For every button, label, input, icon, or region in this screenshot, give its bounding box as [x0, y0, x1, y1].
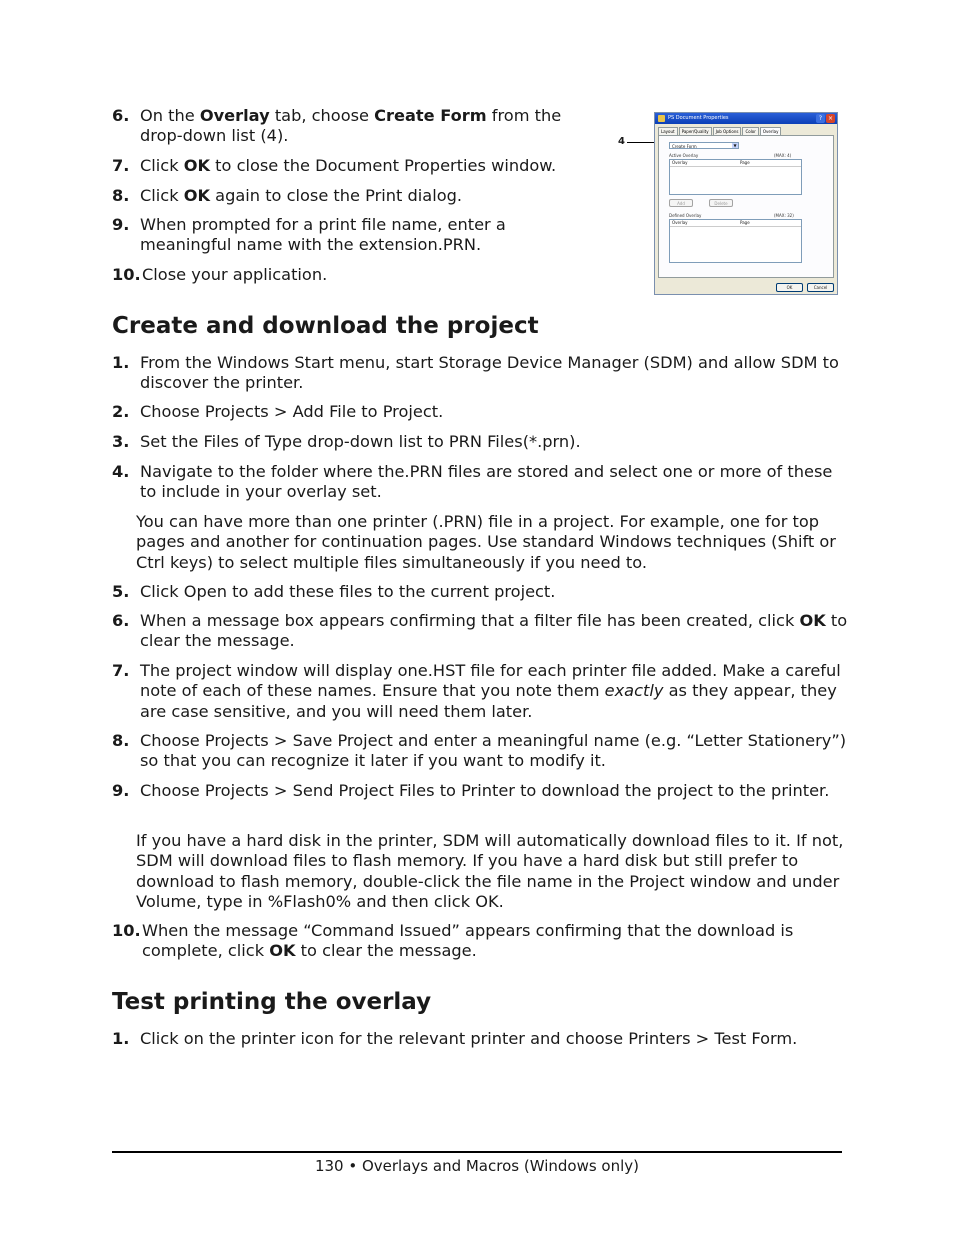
ok-button[interactable]: OK — [776, 283, 803, 292]
step-number: 3. — [112, 432, 130, 451]
col-overlay: Overlay — [672, 160, 688, 165]
s1-step-10 — [112, 921, 852, 962]
active-overlay-label: Active Overlay — [669, 153, 699, 158]
step-number: 8. — [112, 186, 130, 205]
step-text: Choose Projects > Add File to Project. — [140, 402, 444, 421]
overlay-mode-select[interactable] — [669, 142, 739, 149]
step-number: 7. — [112, 661, 130, 680]
step-number: 10. — [112, 265, 141, 284]
section-heading-test-printing: Test printing the overlay — [112, 989, 432, 1015]
step-text: to clear the message. — [295, 941, 477, 961]
step-number: 2. — [112, 402, 130, 421]
active-overlay-max: (MAX: 4) — [774, 153, 792, 158]
step-text: Click — [140, 156, 184, 175]
s1-step-8 — [112, 731, 852, 772]
step-text: The project window will display one.HST file for each printer file added. Make a careful note of each of these names. Ensure that you note them — [140, 661, 841, 701]
step-text: Click on the printer icon for the relevant printer and choose Printers > Test Form. — [140, 1029, 798, 1048]
step-text: from the drop-down list (4). — [140, 106, 562, 146]
step-text: On the — [140, 106, 200, 125]
overlay-panel — [658, 135, 834, 278]
step-number: 6. — [112, 106, 130, 125]
bold-term: Overlay — [199, 106, 270, 125]
cancel-button[interactable]: Cancel — [807, 283, 834, 292]
close-icon[interactable]: × — [827, 115, 834, 122]
delete-button[interactable]: Delete — [709, 199, 733, 207]
step-number: 1. — [112, 353, 130, 372]
callout-number: 4 — [618, 136, 625, 147]
step-8-ok — [112, 186, 602, 206]
defined-overlay-max: (MAX: 32) — [774, 213, 794, 218]
s1-step-1 — [112, 353, 852, 394]
step-text: tab, choose — [269, 106, 375, 125]
step-text: as they appear, they are case sensitive, and you will need them later. — [140, 681, 837, 721]
note-multiple-files: You can have more than one printer (.PRN) file in a project. For example, one for top pages and another for continuation pages. Use standard Windows techniques (Shift or Ctrl keys) to select multiple files simultaneously if you need to. — [136, 512, 836, 572]
tab-layout[interactable]: Layout — [658, 127, 678, 136]
s1-step-3 — [112, 432, 852, 452]
step-9-filename — [112, 215, 542, 256]
col-overlay: Overlay — [672, 220, 688, 225]
step-number: 8. — [112, 731, 130, 750]
s1-step-2 — [112, 402, 852, 422]
dialog-titlebar — [655, 113, 837, 124]
step-text: When the message “Command Issued” appears confirming that the download is complete, click — [142, 921, 794, 961]
tab-color[interactable]: Color — [742, 127, 758, 136]
dialog-title: PS Document Properties — [668, 115, 729, 121]
bold-term: Create Form — [374, 106, 487, 125]
step-10-close — [112, 265, 602, 285]
footer-rule — [112, 1151, 842, 1153]
step-number: 7. — [112, 156, 130, 175]
s1-step-4 — [112, 462, 852, 503]
step-text: Choose Projects > Save Project and enter a meaningful name (e.g. “Letter Stationery”) so that you can recognize it later if you want to modify it. — [140, 731, 847, 771]
step-text: to close the Document Properties window. — [210, 156, 557, 175]
add-button[interactable]: Add — [669, 199, 693, 207]
col-page: Page — [740, 160, 750, 165]
page-footer: 130 • Overlays and Macros (Windows only) — [314, 1157, 640, 1175]
step-text: When prompted for a print file name, enter a meaningful name with the extension.PRN. — [140, 215, 506, 255]
step-text: When a message box appears confirming that a filter file has been created, click — [140, 611, 800, 630]
select-value: Create Form — [672, 144, 697, 149]
s1-step-9 — [112, 781, 852, 801]
step-number: 10. — [112, 921, 141, 940]
step-text: Close your application. — [142, 265, 328, 284]
step-number: 6. — [112, 611, 130, 630]
tab-job-options[interactable]: Job Options — [713, 127, 742, 136]
document-properties-dialog — [654, 112, 838, 295]
step-text: From the Windows Start menu, start Storage Device Manager (SDM) and allow SDM to discover the printer. — [140, 353, 839, 393]
printer-icon — [658, 115, 665, 122]
step-number: 9. — [112, 781, 130, 800]
bold-term: OK — [269, 941, 296, 961]
bold-term: OK — [799, 611, 826, 630]
active-overlay-list[interactable] — [669, 159, 802, 195]
step-number: 9. — [112, 215, 130, 234]
bold-term: OK — [183, 156, 211, 175]
tab-overlay[interactable]: Overlay — [760, 127, 782, 136]
step-6-overlay — [112, 106, 602, 147]
s1-step-5 — [112, 582, 852, 602]
bold-term: OK — [183, 186, 211, 205]
italic-term: exactly — [604, 681, 664, 701]
defined-overlay-list[interactable] — [669, 219, 802, 263]
s2-step-1 — [112, 1029, 852, 1049]
step-text: again to close the Print dialog. — [210, 186, 463, 205]
step-number: 4. — [112, 462, 130, 481]
step-number: 5. — [112, 582, 130, 601]
step-text: Click Open to add these files to the current project. — [140, 582, 556, 601]
chevron-down-icon: ▼ — [733, 143, 737, 148]
step-text: to clear the message. — [140, 611, 848, 651]
step-text: Click — [140, 186, 184, 205]
section-heading-create-download: Create and download the project — [112, 313, 539, 339]
step-text: Navigate to the folder where the.PRN files are stored and select one or more of these to include in your overlay set. — [140, 462, 833, 502]
step-text: Choose Projects > Send Project Files to Printer to download the project to the printer. — [140, 781, 830, 800]
tab-paper-quality[interactable]: Paper/Quality — [679, 127, 712, 136]
step-number: 1. — [112, 1029, 130, 1048]
step-text: Set the Files of Type drop-down list to PRN Files(*.prn). — [140, 432, 581, 451]
s1-step-7 — [112, 661, 852, 722]
defined-overlay-label: Defined Overlay — [669, 213, 702, 218]
note-hard-disk: If you have a hard disk in the printer, SDM will automatically download files to it. If not, SDM will download files to flash memory. If you have a hard disk but still prefer to download to flash memory, double-click the file name in the Project window and under Volume, type in %Flash0% and then click OK. — [136, 831, 844, 912]
step-7-ok — [112, 156, 632, 176]
help-icon[interactable]: ? — [816, 114, 825, 123]
s1-step-6 — [112, 611, 852, 652]
col-page: Page — [740, 220, 750, 225]
